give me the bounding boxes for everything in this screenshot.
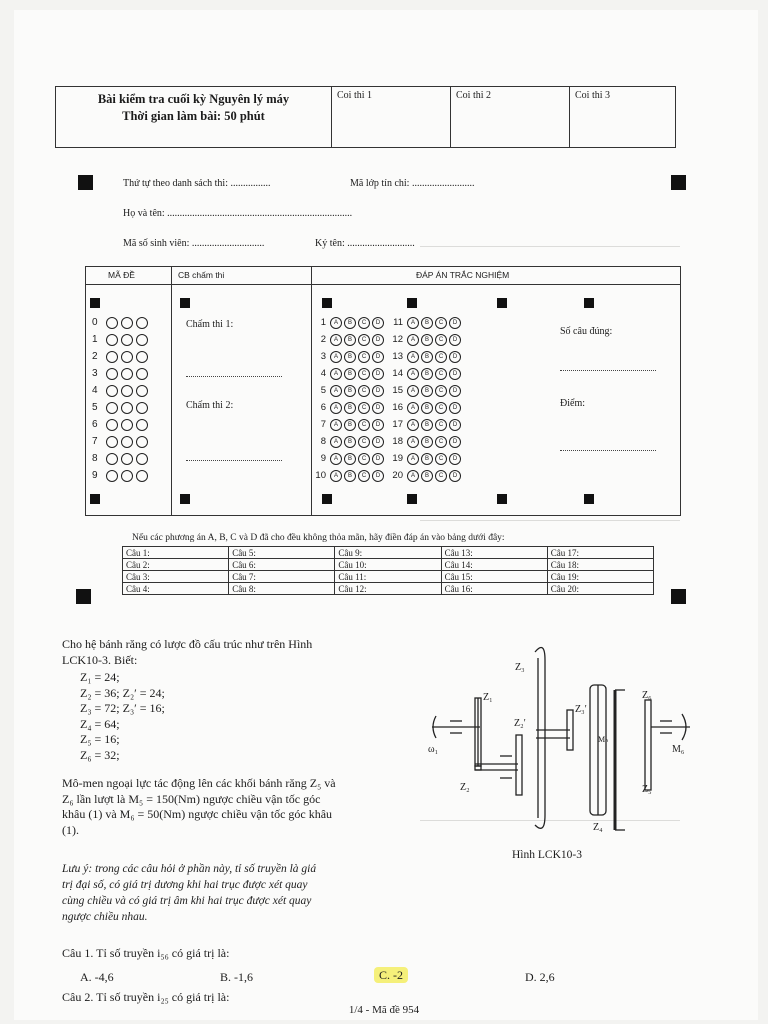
answer-bubble[interactable]: D	[372, 385, 384, 397]
digit-bubble[interactable]	[136, 351, 148, 363]
alt-answer-cell[interactable]: Câu 6:	[229, 559, 335, 571]
proctor-2-cell	[450, 87, 569, 147]
note-line: cùng chiều và có giá trị âm khi hai trục được xét quay	[62, 895, 312, 907]
answer-bubble[interactable]: A	[407, 368, 419, 380]
grader-1-signature-line[interactable]	[186, 376, 282, 377]
q1-option-c-highlight: C. -2	[374, 967, 408, 983]
digit-bubble[interactable]	[121, 334, 133, 346]
answers-header: ĐÁP ÁN TRẮC NGHIỆM	[416, 270, 510, 280]
question-number: 11	[393, 317, 403, 328]
answer-bubble[interactable]: A	[407, 419, 419, 431]
question-number: 19	[392, 453, 403, 464]
answer-bubble[interactable]: B	[344, 470, 356, 482]
digit-bubble[interactable]	[121, 368, 133, 380]
alt-answer-cell[interactable]: Câu 18:	[547, 559, 653, 571]
answer-bubble[interactable]: B	[421, 453, 433, 465]
class-code-field[interactable]: Mã lớp tín chỉ: .........................	[350, 178, 475, 189]
digit-bubble[interactable]	[121, 317, 133, 329]
answer-bubble[interactable]: C	[435, 419, 447, 431]
answer-bubble[interactable]: A	[330, 470, 342, 482]
answer-row	[390, 365, 463, 382]
answer-bubble[interactable]: D	[449, 351, 461, 363]
registration-mark	[671, 175, 686, 190]
answer-bubble[interactable]: A	[407, 334, 419, 346]
moment-line: Mô-men ngoại lực tác động lên các khối bánh răng Z₅ và	[62, 776, 336, 790]
answer-bubble[interactable]: C	[435, 436, 447, 448]
title-line-1: Bài kiểm tra cuối kỳ Nguyên lý máy	[97, 92, 290, 106]
correct-count-line[interactable]	[560, 370, 656, 371]
page-footer: 1/4 - Mã đề 954	[348, 1004, 420, 1016]
proctor-1-label: Coi thi 1	[337, 90, 373, 101]
answer-bubble[interactable]: B	[344, 436, 356, 448]
moment-text	[62, 776, 412, 838]
timing-mark	[90, 298, 100, 308]
alt-answer-cell[interactable]: Câu 4:	[123, 583, 229, 595]
show-through-line	[420, 246, 680, 247]
gear-train-diagram	[420, 630, 720, 855]
digit-label: 2	[92, 351, 98, 362]
answer-bubble[interactable]: A	[407, 317, 419, 329]
alt-answer-cell[interactable]: Câu 5:	[229, 547, 335, 559]
equation: Z₄ = 64;	[80, 716, 120, 731]
answer-bubble[interactable]: A	[407, 351, 419, 363]
moment-line: Z₆ lần lượt là M₅ = 150(Nm) ngược chiều vận tốc góc	[62, 791, 321, 806]
answer-bubble[interactable]: C	[435, 351, 447, 363]
answer-bubble[interactable]: D	[372, 368, 384, 380]
answer-bubble[interactable]: D	[372, 351, 384, 363]
alt-answer-table	[122, 546, 654, 595]
answer-bubble[interactable]: A	[407, 385, 419, 397]
note-line: ngược chiều nhau.	[62, 911, 148, 923]
digit-bubble[interactable]	[136, 470, 148, 482]
digit-bubble[interactable]	[121, 385, 133, 397]
show-through-line	[420, 520, 680, 521]
answer-row	[313, 433, 386, 450]
answer-bubble[interactable]: A	[330, 351, 342, 363]
alt-answer-cell[interactable]: Câu 3:	[123, 571, 229, 583]
answer-bubble[interactable]: C	[358, 453, 370, 465]
alt-answer-instruction: Nếu các phương án A, B, C và D đã cho đều không thỏa mãn, hãy điền đáp án vào bảng dưới đây:	[132, 533, 505, 543]
label-z3: Z₃	[515, 662, 525, 673]
alt-answer-cell[interactable]: Câu 16:	[441, 583, 547, 595]
question-number: 6	[320, 402, 326, 413]
answer-row	[390, 399, 463, 416]
digit-label: 6	[92, 419, 98, 430]
digit-bubble[interactable]	[106, 402, 118, 414]
equation: Z₁ = 24;	[80, 670, 120, 684]
answer-bubble[interactable]: C	[435, 402, 447, 414]
answer-bubble[interactable]: C	[358, 385, 370, 397]
digit-bubble[interactable]	[136, 402, 148, 414]
digit-bubble[interactable]	[106, 334, 118, 346]
equation: Z₃ = 72; Z₃′ = 16;	[80, 701, 165, 715]
question-number: 7	[320, 419, 326, 430]
question-number: 18	[392, 436, 403, 447]
digit-bubble[interactable]	[136, 419, 148, 431]
answer-row	[390, 382, 463, 399]
exam-code-digit-row	[92, 348, 151, 365]
digit-bubble[interactable]	[121, 419, 133, 431]
answer-bubble[interactable]: A	[407, 402, 419, 414]
digit-bubble[interactable]	[106, 317, 118, 329]
answer-bubble[interactable]: A	[407, 453, 419, 465]
answer-bubble[interactable]: B	[344, 453, 356, 465]
figure-caption: Hình LCK10-3	[512, 849, 582, 861]
q1-option-c[interactable]	[374, 968, 408, 983]
digit-bubble[interactable]	[136, 453, 148, 465]
order-number-field[interactable]: Thứ tự theo danh sách thi: ................	[123, 178, 271, 189]
question-number: 15	[392, 385, 403, 396]
answer-bubble[interactable]: B	[421, 351, 433, 363]
answer-row	[313, 467, 386, 484]
label-omega1: ω₁	[428, 744, 439, 755]
answer-row	[313, 348, 386, 365]
exam-code-header: MÃ ĐỀ	[108, 270, 135, 280]
proctor-3-cell	[569, 87, 675, 147]
question-number: 8	[320, 436, 326, 447]
question-number: 9	[320, 453, 326, 464]
question-number: 12	[392, 334, 403, 345]
answer-bubble[interactable]: D	[449, 470, 461, 482]
answer-bubble[interactable]: A	[407, 470, 419, 482]
answer-bubble[interactable]: C	[358, 368, 370, 380]
answer-bubble[interactable]: C	[435, 453, 447, 465]
answer-bubble[interactable]: A	[330, 368, 342, 380]
answer-bubble[interactable]: A	[407, 436, 419, 448]
digit-label: 3	[92, 368, 98, 379]
correct-count-label: Số câu đúng:	[560, 326, 613, 337]
note-text	[62, 861, 407, 925]
answer-row	[313, 365, 386, 382]
label-z1: Z₁	[483, 692, 493, 703]
alt-answer-row	[123, 583, 654, 595]
digit-bubble[interactable]	[106, 419, 118, 431]
alt-answer-cell[interactable]: Câu 1:	[123, 547, 229, 559]
score-label: Điểm:	[560, 398, 585, 409]
timing-mark	[497, 298, 507, 308]
answer-bubble[interactable]: B	[421, 368, 433, 380]
answer-row	[313, 416, 386, 433]
moment-line: khâu (1) và M₆ = 50(Nm) ngược chiều vận tốc góc khâu	[62, 807, 333, 821]
digit-bubble[interactable]	[121, 436, 133, 448]
question-number: 14	[392, 368, 403, 379]
title-line-2: Thời gian làm bài: 50 phút	[122, 109, 265, 123]
alt-answer-row	[123, 571, 654, 583]
digit-bubble[interactable]	[106, 470, 118, 482]
equation: Z₆ = 32;	[80, 747, 120, 762]
digit-bubble[interactable]	[136, 368, 148, 380]
answer-bubble[interactable]: C	[435, 470, 447, 482]
proctor-3-label: Coi thi 3	[575, 90, 611, 101]
answer-bubble[interactable]: B	[421, 419, 433, 431]
answer-row	[313, 450, 386, 467]
answer-bubble[interactable]: D	[449, 385, 461, 397]
question-2-text: Câu 2. Tỉ số truyền i₂₅ có giá trị là:	[62, 990, 230, 1004]
answer-bubble[interactable]: C	[358, 402, 370, 414]
answer-bubble[interactable]: B	[421, 385, 433, 397]
question-number: 10	[315, 470, 326, 481]
label-z6: Z₆	[642, 690, 652, 701]
question-number: 13	[392, 351, 403, 362]
answer-bubble[interactable]: D	[372, 453, 384, 465]
timing-mark	[407, 298, 417, 308]
answer-row	[390, 433, 463, 450]
exam-code-digit-row	[92, 467, 151, 484]
answer-row	[313, 331, 386, 348]
answer-bubble[interactable]: D	[372, 317, 384, 329]
timing-mark	[180, 494, 190, 504]
answer-bubble[interactable]: B	[421, 470, 433, 482]
answer-bubble[interactable]: D	[372, 470, 384, 482]
alt-answer-cell[interactable]: Câu 9:	[335, 547, 441, 559]
digit-label: 5	[92, 402, 98, 413]
note-line: trị đại số, có giá trị dương khi hai trục được xét quay	[62, 879, 308, 891]
answer-bubble[interactable]: D	[372, 436, 384, 448]
answer-bubble[interactable]: D	[449, 334, 461, 346]
label-z5: Z₅	[642, 784, 652, 795]
answer-bubble[interactable]: D	[449, 402, 461, 414]
answer-bubble[interactable]: A	[330, 334, 342, 346]
registration-mark	[671, 589, 686, 604]
gear-z2-prime	[516, 735, 522, 795]
question-number: 20	[392, 470, 403, 481]
alt-answer-cell[interactable]: Câu 10:	[335, 559, 441, 571]
answer-bubble[interactable]: C	[358, 317, 370, 329]
grader-2-label: Chấm thi 2:	[186, 400, 234, 411]
timing-mark	[180, 298, 190, 308]
digit-bubble[interactable]	[136, 334, 148, 346]
question-number: 3	[320, 351, 326, 362]
answer-bubble[interactable]: B	[344, 334, 356, 346]
exam-code-digit-row	[92, 382, 151, 399]
exam-code-digit-row	[92, 365, 151, 382]
alt-answer-cell[interactable]: Câu 12:	[335, 583, 441, 595]
score-line[interactable]	[560, 450, 656, 451]
alt-answer-row	[123, 559, 654, 571]
timing-mark	[322, 494, 332, 504]
answer-bubble[interactable]: B	[421, 334, 433, 346]
digit-bubble[interactable]	[106, 453, 118, 465]
gear-z6	[645, 700, 651, 790]
question-1-text: Câu 1. Tỉ số truyền i₅₆ có giá trị là:	[62, 946, 230, 960]
answer-bubble[interactable]: D	[372, 419, 384, 431]
answer-bubble[interactable]: D	[449, 453, 461, 465]
answer-bubble[interactable]: C	[358, 436, 370, 448]
answer-row	[390, 467, 463, 484]
grid-divider	[171, 267, 172, 515]
answer-bubble[interactable]: B	[421, 317, 433, 329]
digit-label: 7	[92, 436, 98, 447]
proctor-2-label: Coi thi 2	[456, 90, 492, 101]
answer-bubble[interactable]: D	[372, 402, 384, 414]
digit-bubble[interactable]	[106, 436, 118, 448]
timing-mark	[584, 298, 594, 308]
question-number: 16	[392, 402, 403, 413]
digit-label: 1	[92, 334, 98, 345]
grader-header: CB chấm thi	[178, 270, 225, 280]
answer-bubble[interactable]: C	[358, 334, 370, 346]
proctor-1-cell	[331, 87, 450, 147]
timing-mark	[90, 494, 100, 504]
alt-answer-cell[interactable]: Câu 14:	[441, 559, 547, 571]
full-name-field[interactable]: Họ và tên: ..........................................................................	[123, 208, 353, 219]
answer-bubble[interactable]: C	[358, 470, 370, 482]
alt-answer-cell[interactable]: Câu 13:	[441, 547, 547, 559]
digit-label: 0	[92, 317, 98, 328]
answer-bubble[interactable]: D	[449, 419, 461, 431]
student-id-field[interactable]: Mã số sinh viên: .............................	[123, 238, 265, 249]
label-z2-prime: Z₂′	[514, 718, 526, 729]
answer-bubble[interactable]: A	[330, 317, 342, 329]
alt-answer-cell[interactable]: Câu 19:	[547, 571, 653, 583]
exam-code-digit-row	[92, 331, 151, 348]
answer-bubble[interactable]: B	[421, 436, 433, 448]
alt-answer-cell[interactable]: Câu 8:	[229, 583, 335, 595]
answer-bubble[interactable]: A	[330, 402, 342, 414]
timing-mark	[322, 298, 332, 308]
answer-bubble[interactable]: B	[344, 317, 356, 329]
digit-bubble[interactable]	[106, 385, 118, 397]
answer-row	[313, 382, 386, 399]
answer-bubble[interactable]: B	[344, 402, 356, 414]
answer-row	[390, 331, 463, 348]
digit-bubble[interactable]	[106, 368, 118, 380]
grader-2-signature-line[interactable]	[186, 460, 282, 461]
registration-mark	[76, 589, 91, 604]
answer-row	[390, 314, 463, 331]
alt-answer-cell[interactable]: Câu 7:	[229, 571, 335, 583]
question-number: 4	[320, 368, 326, 379]
digit-bubble[interactable]	[121, 402, 133, 414]
alt-answer-cell[interactable]: Câu 20:	[547, 583, 653, 595]
answer-bubble[interactable]: B	[344, 368, 356, 380]
answer-bubble[interactable]: A	[330, 419, 342, 431]
timing-mark	[407, 494, 417, 504]
alt-answer-cell[interactable]: Câu 11:	[335, 571, 441, 583]
digit-bubble[interactable]	[121, 351, 133, 363]
answer-bubble[interactable]: A	[330, 453, 342, 465]
answer-row	[313, 314, 386, 331]
timing-mark	[497, 494, 507, 504]
exam-code-digit-row	[92, 399, 151, 416]
alt-answer-cell[interactable]: Câu 17:	[547, 547, 653, 559]
answer-bubble[interactable]: C	[435, 334, 447, 346]
answer-bubble[interactable]: A	[330, 436, 342, 448]
digit-label: 9	[92, 470, 98, 481]
question-number: 2	[320, 334, 326, 345]
digit-label: 8	[92, 453, 98, 464]
answer-bubble[interactable]: A	[330, 385, 342, 397]
digit-bubble[interactable]	[106, 351, 118, 363]
answer-bubble[interactable]: B	[344, 385, 356, 397]
answer-bubble[interactable]: C	[435, 368, 447, 380]
answer-row	[390, 416, 463, 433]
label-z2: Z₂	[460, 782, 470, 793]
digit-bubble[interactable]	[136, 436, 148, 448]
intro-line: Cho hệ bánh răng có lược đồ cấu trúc như trên Hình	[62, 637, 313, 651]
answer-bubble[interactable]: D	[449, 368, 461, 380]
label-m6: M₆	[672, 744, 685, 755]
q1-option-b[interactable]: B. -1,6	[220, 970, 253, 984]
answer-bubble[interactable]: D	[449, 436, 461, 448]
intro-line: LCK10-3. Biết:	[62, 652, 138, 667]
answer-bubble[interactable]: B	[344, 419, 356, 431]
answer-bubble[interactable]: C	[435, 385, 447, 397]
answer-bubble[interactable]: D	[449, 317, 461, 329]
question-number: 17	[392, 419, 403, 430]
exam-code-digit-row	[92, 433, 151, 450]
exam-code-digit-row	[92, 450, 151, 467]
answer-bubble[interactable]: C	[358, 351, 370, 363]
gear-tooth-counts	[80, 670, 165, 763]
label-z4: Z₄	[593, 822, 603, 833]
answer-bubble[interactable]: B	[344, 351, 356, 363]
answer-row	[390, 450, 463, 467]
alt-answer-cell[interactable]: Câu 2:	[123, 559, 229, 571]
label-z3-prime: Z₃′	[575, 704, 587, 715]
moment-line: (1).	[62, 822, 79, 837]
question-number: 5	[320, 385, 326, 396]
q1-option-a[interactable]: A. -4,6	[80, 970, 114, 984]
digit-label: 4	[92, 385, 98, 396]
question-number: 1	[320, 317, 326, 328]
answer-row	[313, 399, 386, 416]
exam-code-digit-row	[92, 416, 151, 433]
answer-bubble[interactable]: C	[435, 317, 447, 329]
answer-row	[390, 348, 463, 365]
header-table	[55, 86, 676, 148]
question-1	[62, 946, 229, 961]
digit-bubble[interactable]	[121, 453, 133, 465]
problem-intro	[62, 637, 407, 668]
answer-bubble[interactable]: B	[421, 402, 433, 414]
registration-mark	[78, 175, 93, 190]
grid-divider	[311, 267, 312, 515]
label-mh: Mₕ	[598, 735, 609, 744]
signature-field[interactable]: Ký tên: ...........................	[315, 238, 415, 249]
answer-bubble[interactable]: D	[372, 334, 384, 346]
timing-mark	[584, 494, 594, 504]
alt-answer-cell[interactable]: Câu 15:	[441, 571, 547, 583]
digit-bubble[interactable]	[136, 385, 148, 397]
exam-title	[56, 87, 331, 147]
equation: Z₅ = 16;	[80, 732, 120, 746]
grader-1-label: Chấm thi 1:	[186, 319, 234, 330]
note-line: Lưu ý: trong các câu hỏi ở phần này, tỉ số truyền là giá	[62, 863, 317, 875]
q1-option-d[interactable]: D. 2,6	[525, 970, 555, 984]
digit-bubble[interactable]	[121, 470, 133, 482]
digit-bubble[interactable]	[136, 317, 148, 329]
alt-answer-row	[123, 547, 654, 559]
equation: Z₂ = 36; Z₂′ = 24;	[80, 685, 165, 700]
answer-bubble[interactable]: C	[358, 419, 370, 431]
exam-code-digit-row	[92, 314, 151, 331]
grid-header-divider	[86, 284, 680, 285]
